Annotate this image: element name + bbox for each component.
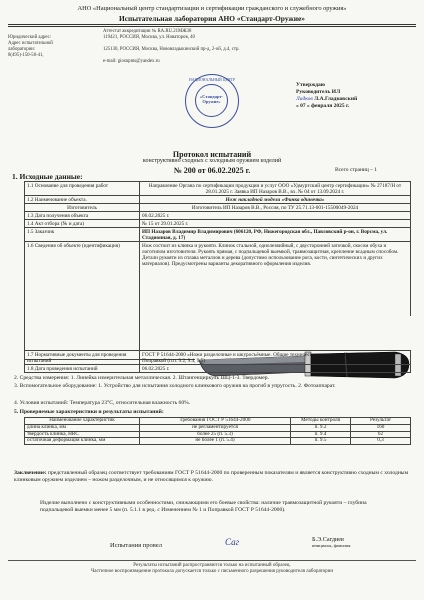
- legal-address-label: Юридический адрес:: [8, 35, 52, 40]
- receipt-date-label: 1.3 Дата получения объекта: [25, 212, 140, 220]
- tester-name: Б.Э.Сагдиев: [312, 536, 344, 543]
- page-count: Всего страниц – 1: [335, 167, 378, 173]
- table-row: [25, 220, 411, 228]
- lab-title: Испытательная лаборатория АНО «Стандарт-Оружие»: [118, 14, 306, 23]
- row-name: длина клинка, мм: [25, 424, 140, 431]
- row-name: остаточная деформация клинка, мм: [25, 438, 140, 445]
- conclusion-text: представленный образец соответствует требованиям ГОСТ Р 51644-2000 по проверенным показателям и является конструктивно сходным с холодным клинковым оружием изделием – ножом разделочным, и не относящимся к оружию.: [14, 470, 409, 483]
- approval-signature: Ладков: [296, 96, 313, 102]
- legal-address: 119421, РОССИЯ, Москва, ул. Новаторов, 40: [103, 35, 195, 40]
- basis-label: 1.1 Основание для проведения работ: [25, 182, 140, 196]
- col-header-method: Методы контроля: [291, 418, 351, 425]
- object-name-value: Нож накладной модели «Финка одиночка»: [140, 196, 411, 204]
- customer-value-text: ИП Назаров Владимир Владимирович (606120, РФ, Нижегородская обл., Павловский р-он, г. Ворсма, ул. Стадионная, д. 17): [142, 228, 388, 241]
- sampling-act-value: № 15 от 29.01.2025 г.: [140, 220, 411, 228]
- row-name: твердость клинка, HRC: [25, 431, 140, 438]
- lab-address-label: Адрес испытательной: [8, 41, 53, 46]
- customer-value: [140, 228, 411, 242]
- org-title: АНО «Национальный центр стандартизации и сертификации гражданского и служебного оружия»: [77, 5, 347, 12]
- accreditation: Аттестат аккредитации № RA.RU.21МЖ38: [103, 29, 192, 34]
- document-number: № 200 от 06.02.2025 г.: [173, 166, 251, 175]
- measuring-instruments: 2. Средства измерения: 1. Линейка измерительная металлическая. 2. Штангенциркуль ШЦ-1-3. Твердомер.: [14, 375, 269, 381]
- document-subtitle: конструктивно сходных с холодным оружием изделий: [142, 158, 282, 164]
- tester-block: [312, 537, 351, 549]
- sampling-act-label: 1.4 Акт отбора (№ и дата): [25, 220, 140, 228]
- conclusion: [14, 470, 410, 484]
- customer-label: 1.5 Заказчик: [25, 228, 140, 242]
- object-name-label: 1.2 Наименование объекта.: [25, 196, 140, 204]
- footer: [0, 563, 424, 575]
- standards-label: 1.7 Нормативные документы для проведения испытаний: [25, 351, 140, 365]
- organization-stamp: [185, 74, 239, 128]
- approval-role: Руководитель ИЛ: [296, 89, 341, 95]
- document-title: Протокол испытаний: [172, 150, 252, 159]
- approval-name: Л.А.Гладковский: [314, 96, 358, 102]
- tested-by-label: Испытания провел: [110, 542, 162, 549]
- section-1-heading: 1. Исходные данные:: [12, 172, 83, 181]
- results-table: [24, 417, 411, 445]
- footer-line-1: Результаты испытаний распространяются только на испытанный образец.: [133, 563, 291, 568]
- row-method: п. 9.5: [291, 438, 351, 445]
- table-row: [25, 228, 411, 242]
- requisites: [8, 29, 258, 65]
- approval-date: « 07 » февраля 2025 г.: [296, 103, 350, 109]
- test-date-value: 06.02.2025 г.: [140, 365, 411, 373]
- stamp-ring-text: НАЦИОНАЛЬНЫЙ ЦЕНТР: [189, 78, 235, 82]
- header-divider: [8, 24, 416, 25]
- test-date-label: 1.8 Дата проведения испытаний: [25, 365, 140, 373]
- manufacturer-label: Изготовитель: [25, 204, 140, 212]
- table-row: [25, 204, 411, 212]
- table-row: [25, 438, 411, 445]
- row-result: 62: [351, 431, 411, 438]
- receipt-date-value: 06.02.2025 г.: [140, 212, 411, 220]
- col-header-requirement: Требования ГОСТ Р 51644-2000: [140, 418, 291, 425]
- header-divider-thin: [8, 26, 416, 27]
- row-requirement: не регламентируется: [140, 424, 291, 431]
- table-row: [25, 365, 411, 373]
- standards-value: ГОСТ Р 51644-2000 «Ножи разделочные и шкуросъёмные. Общие технические условия» с Изменением № 1 и Поправкой (п.п. 9.2, 9.4, 9.5): [140, 351, 411, 365]
- table-row: [25, 196, 411, 204]
- row-requirement: не более 1 (п. 5.4): [140, 438, 291, 445]
- row-requirement: более 25 (п. 5.3): [140, 431, 291, 438]
- row-method: п. 9.4: [291, 431, 351, 438]
- approval-block: [296, 82, 416, 110]
- design-note: Изделие выполнено с конструктивными особенностями, снижающими его боевые свойства: наличие травмозащитной рукояти – глубина подпальцевой выемки менее 5 мм (п. 5.1.1 в ред. с Изменением № 1 и Поправкой ГОСТ Р 51644-2000).: [40, 500, 367, 513]
- basis-value: Направление Органа по сертификации продукции и услуг ООО «Удмуртский центр сертификации» № 27187/Н от 28.01.2025 г. Заявка ИП Назаров В.В., вх. № 04 от 13.09.2024 г.: [140, 182, 411, 196]
- footer-line-2: Частичное воспроизведение протокола допускается только с письменного разрешения руководителя лаборатории: [90, 569, 334, 574]
- test-conditions: 4. Условия испытаний: Температура 23°С, относительная влажность 60%.: [14, 400, 191, 406]
- col-header-characteristic: Наименование характеристик: [25, 418, 140, 425]
- lab-address: 125130, РОССИЯ, Москва, Нововладыкинский пр-д, 2-ой, д.4, стр. 8(495)-150-58-41,: [8, 47, 240, 58]
- results-heading: 5. Проверяемые характеристики и результаты испытаний:: [14, 409, 164, 415]
- row-result: 0,3: [351, 438, 411, 445]
- table-row: [25, 212, 411, 220]
- standards-table: [24, 350, 411, 373]
- manufacturer-value: Изготовитель ИП Назаров В.В., Россия, по ТУ 25.71.13-001-15500049-2024: [140, 204, 411, 212]
- identification-value: Нож состоит из клинка и рукояти. Клинок стальной, однолезвийный, с двусторонней заточкой, скосом обуха и логотипом изготовителя. Рукоять прямая, с подпальцевой выемкой, травмозащитная, крепление всадным способом. Детали рукояти из сплава металлов и дерева (допустимо использование рога, кости, синтетических и других материалов). Предусмотрены варианты декоративного оформления изделия.: [140, 242, 411, 360]
- auxiliary-equipment: 3. Вспомогательное оборудование: 1. Устройство для испытания холодного клинкового оружия на прогиб в упругость. 2. Фотоаппарат.: [14, 383, 336, 389]
- tester-signature: Саг: [225, 537, 240, 547]
- row-result: 160: [351, 424, 411, 431]
- lab-address-label-2: лаборатории:: [8, 47, 36, 52]
- row-method: п. 9.2: [291, 424, 351, 431]
- approval-title: Утверждаю: [296, 82, 325, 88]
- conclusion-heading: Заключение:: [14, 470, 47, 476]
- stamp-center-text: «Стандарт-Оружие»: [199, 94, 224, 104]
- col-header-result: Результат: [351, 418, 411, 425]
- tester-role: инициалы, фамилия: [312, 543, 351, 548]
- footer-divider: [8, 560, 416, 561]
- table-row: [25, 182, 411, 196]
- lab-email: e-mail: giosnpms@yandex.ru: [103, 59, 160, 64]
- table-row: [25, 351, 411, 365]
- identification-label: 1.6 Сведения об объекте (идентификация): [25, 242, 140, 360]
